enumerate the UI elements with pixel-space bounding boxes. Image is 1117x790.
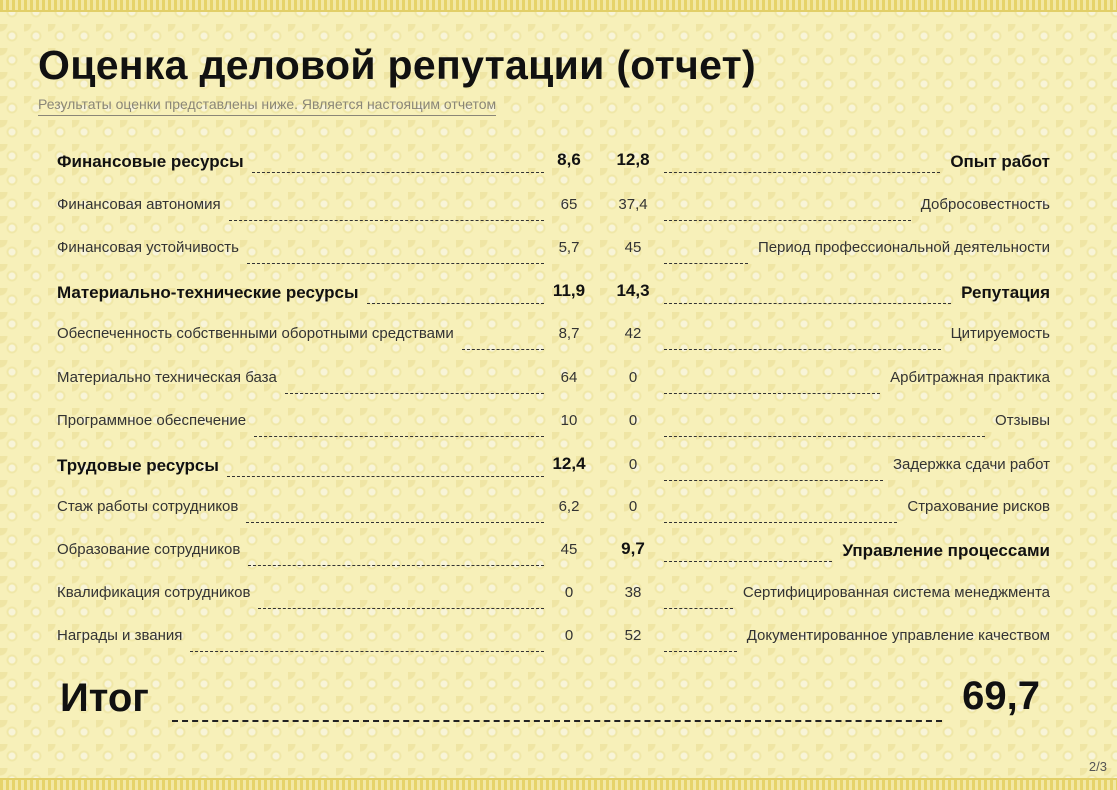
left-criterion-label: Образование сотрудников <box>57 541 241 558</box>
left-leader-line <box>190 651 544 652</box>
total-label: Итог <box>60 676 149 720</box>
left-criterion-value: 6,2 <box>558 498 580 515</box>
left-criterion-label: Финансовая автономия <box>57 196 221 213</box>
total-row <box>60 676 1040 736</box>
right-category-value: 12,8 <box>616 150 650 169</box>
left-leader-line <box>252 172 544 173</box>
score-row <box>0 627 1117 657</box>
left-criterion-label: Стаж работы сотрудников <box>57 498 239 515</box>
left-category-value: 11,9 <box>552 281 586 300</box>
left-category-value: 8,6 <box>557 150 581 169</box>
right-criterion-label: Документированное управление качеством <box>746 627 1050 644</box>
left-leader-line <box>229 220 544 221</box>
score-row <box>0 152 1117 182</box>
score-row <box>0 584 1117 614</box>
right-criterion-label: Цитируемость <box>950 325 1050 342</box>
left-criterion-value: 45 <box>560 541 578 558</box>
right-criterion-label: Сертифицированная система менеджмента <box>742 584 1050 601</box>
right-leader-line <box>664 220 911 221</box>
right-leader-line <box>664 349 941 350</box>
left-leader-line <box>285 393 544 394</box>
left-leader-line <box>462 349 544 350</box>
right-criterion-value: 38 <box>624 584 642 601</box>
left-criterion-value: 5,7 <box>558 239 580 256</box>
right-category-heading: Репутация <box>961 283 1050 302</box>
page-subtitle: Результаты оценки представлены ниже. Является настоящим отчетом <box>38 96 496 116</box>
right-leader-line <box>664 263 748 264</box>
left-category-heading: Материально-технические ресурсы <box>57 283 359 302</box>
right-leader-line <box>664 561 832 562</box>
right-category-heading: Опыт работ <box>950 152 1050 171</box>
left-criterion-label: Награды и звания <box>57 627 183 644</box>
left-criterion-label: Материально техническая база <box>57 369 277 386</box>
right-leader-line <box>664 172 940 173</box>
right-criterion-value: 37,4 <box>618 196 648 213</box>
total-leader-line <box>172 720 942 722</box>
left-criterion-value: 0 <box>564 627 574 644</box>
right-criterion-value: 0 <box>628 498 638 515</box>
right-criterion-label: Добросовестность <box>920 196 1050 213</box>
left-category-value: 12,4 <box>552 454 586 473</box>
page-number: 2/3 <box>1088 759 1107 774</box>
left-criterion-label: Финансовая устойчивость <box>57 239 239 256</box>
left-leader-line <box>227 476 544 477</box>
right-criterion-label: Период профессиональной деятельности <box>757 239 1050 256</box>
right-criterion-label: Страхование рисков <box>907 498 1050 515</box>
top-ornamental-border <box>0 0 1117 12</box>
right-leader-line <box>664 436 985 437</box>
score-row <box>0 325 1117 355</box>
page-title: Оценка деловой репутации (отчет) <box>38 42 757 88</box>
left-criterion-label: Квалификация сотрудников <box>57 584 251 601</box>
left-criterion-value: 64 <box>560 369 578 386</box>
left-leader-line <box>248 565 544 566</box>
total-value: 69,7 <box>962 674 1040 718</box>
left-criterion-value: 10 <box>560 412 578 429</box>
right-criterion-value: 42 <box>624 325 642 342</box>
left-category-heading: Трудовые ресурсы <box>57 456 219 475</box>
left-category-heading: Финансовые ресурсы <box>57 152 244 171</box>
score-row <box>0 412 1117 442</box>
right-criterion-value: 0 <box>628 412 638 429</box>
left-leader-line <box>246 522 544 523</box>
left-criterion-value: 65 <box>560 196 578 213</box>
score-row <box>0 196 1117 226</box>
right-leader-line <box>664 480 883 481</box>
left-leader-line <box>258 608 544 609</box>
left-criterion-value: 0 <box>564 584 574 601</box>
left-leader-line <box>367 303 544 304</box>
right-criterion-value: 0 <box>628 369 638 386</box>
right-criterion-value: 0 <box>628 456 638 473</box>
left-criterion-value: 8,7 <box>558 325 580 342</box>
right-criterion-label: Отзывы <box>995 412 1050 429</box>
score-row <box>0 456 1117 486</box>
right-category-value: 14,3 <box>616 281 650 300</box>
right-criterion-value: 45 <box>624 239 642 256</box>
left-leader-line <box>247 263 544 264</box>
score-row <box>0 369 1117 399</box>
right-leader-line <box>664 651 737 652</box>
left-criterion-label: Программное обеспечение <box>57 412 247 429</box>
right-criterion-label: Арбитражная практика <box>890 369 1050 386</box>
left-leader-line <box>254 436 544 437</box>
right-leader-line <box>664 303 951 304</box>
score-row <box>0 498 1117 528</box>
right-leader-line <box>664 393 880 394</box>
score-row <box>0 541 1117 571</box>
left-criterion-label: Обеспеченность собственными оборотными средствами <box>57 325 454 342</box>
right-category-value: 9,7 <box>621 539 645 558</box>
right-category-heading: Управление процессами <box>842 541 1050 560</box>
bottom-ornamental-border <box>0 778 1117 790</box>
score-row <box>0 239 1117 269</box>
right-criterion-value: 52 <box>624 627 642 644</box>
right-leader-line <box>664 608 733 609</box>
right-leader-line <box>664 522 897 523</box>
right-criterion-label: Задержка сдачи работ <box>892 456 1050 473</box>
score-row <box>0 283 1117 313</box>
